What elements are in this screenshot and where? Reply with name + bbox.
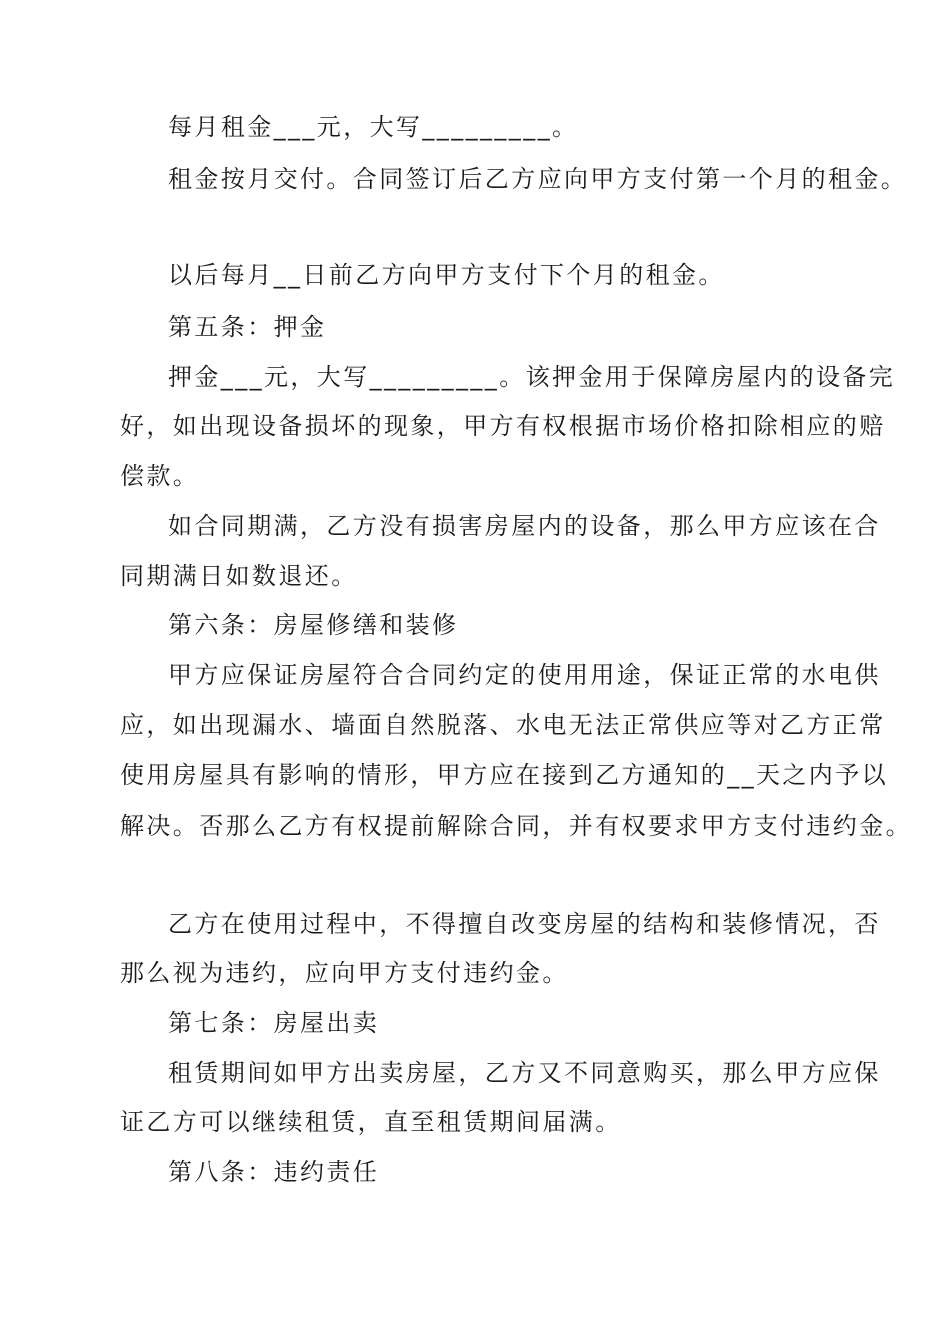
text-line: 租赁期间如甲方出卖房屋，乙方又不同意购买，那么甲方应保 xyxy=(168,1059,881,1087)
text-line: 好，如出现设备损坏的现象，甲方有权根据市场价格扣除相应的赔 xyxy=(120,412,886,440)
section-heading: 第五条：押金 xyxy=(168,313,327,341)
text-line: 租金按月交付。合同签订后乙方应向甲方支付第一个月的租金。 xyxy=(168,165,908,193)
text-line: 乙方在使用过程中，不得擅自改变房屋的结构和装修情况，否 xyxy=(168,910,881,938)
text-line: 以后每月__日前乙方向甲方支付下个月的租金。 xyxy=(168,261,725,289)
section-heading: 第六条：房屋修缮和装修 xyxy=(168,611,459,639)
text-line: 证乙方可以继续租赁，直至租赁期间届满。 xyxy=(120,1108,622,1136)
text-line: 应，如出现漏水、墙面自然脱落、水电无法正常供应等对乙方正常 xyxy=(120,711,886,739)
text-line: 押金___元，大写_________。该押金用于保障房屋内的设备完 xyxy=(168,363,896,391)
text-line: 如合同期满，乙方没有损害房屋内的设备，那么甲方应该在合 xyxy=(168,512,881,540)
text-line: 使用房屋具有影响的情形，甲方应在接到乙方通知的__天之内予以 xyxy=(120,761,888,789)
text-line: 同期满日如数退还。 xyxy=(120,562,358,590)
text-line: 解决。否那么乙方有权提前解除合同，并有权要求甲方支付违约金。 xyxy=(120,812,912,840)
section-heading: 第八条：违约责任 xyxy=(168,1158,380,1186)
text-line: 那么视为违约，应向甲方支付违约金。 xyxy=(120,959,569,987)
text-line: 甲方应保证房屋符合合同约定的使用用途，保证正常的水电供 xyxy=(168,661,881,689)
text-line: 偿款。 xyxy=(120,462,200,490)
text-line: 每月租金___元，大写_________。 xyxy=(168,113,579,141)
section-heading: 第七条：房屋出卖 xyxy=(168,1009,380,1037)
